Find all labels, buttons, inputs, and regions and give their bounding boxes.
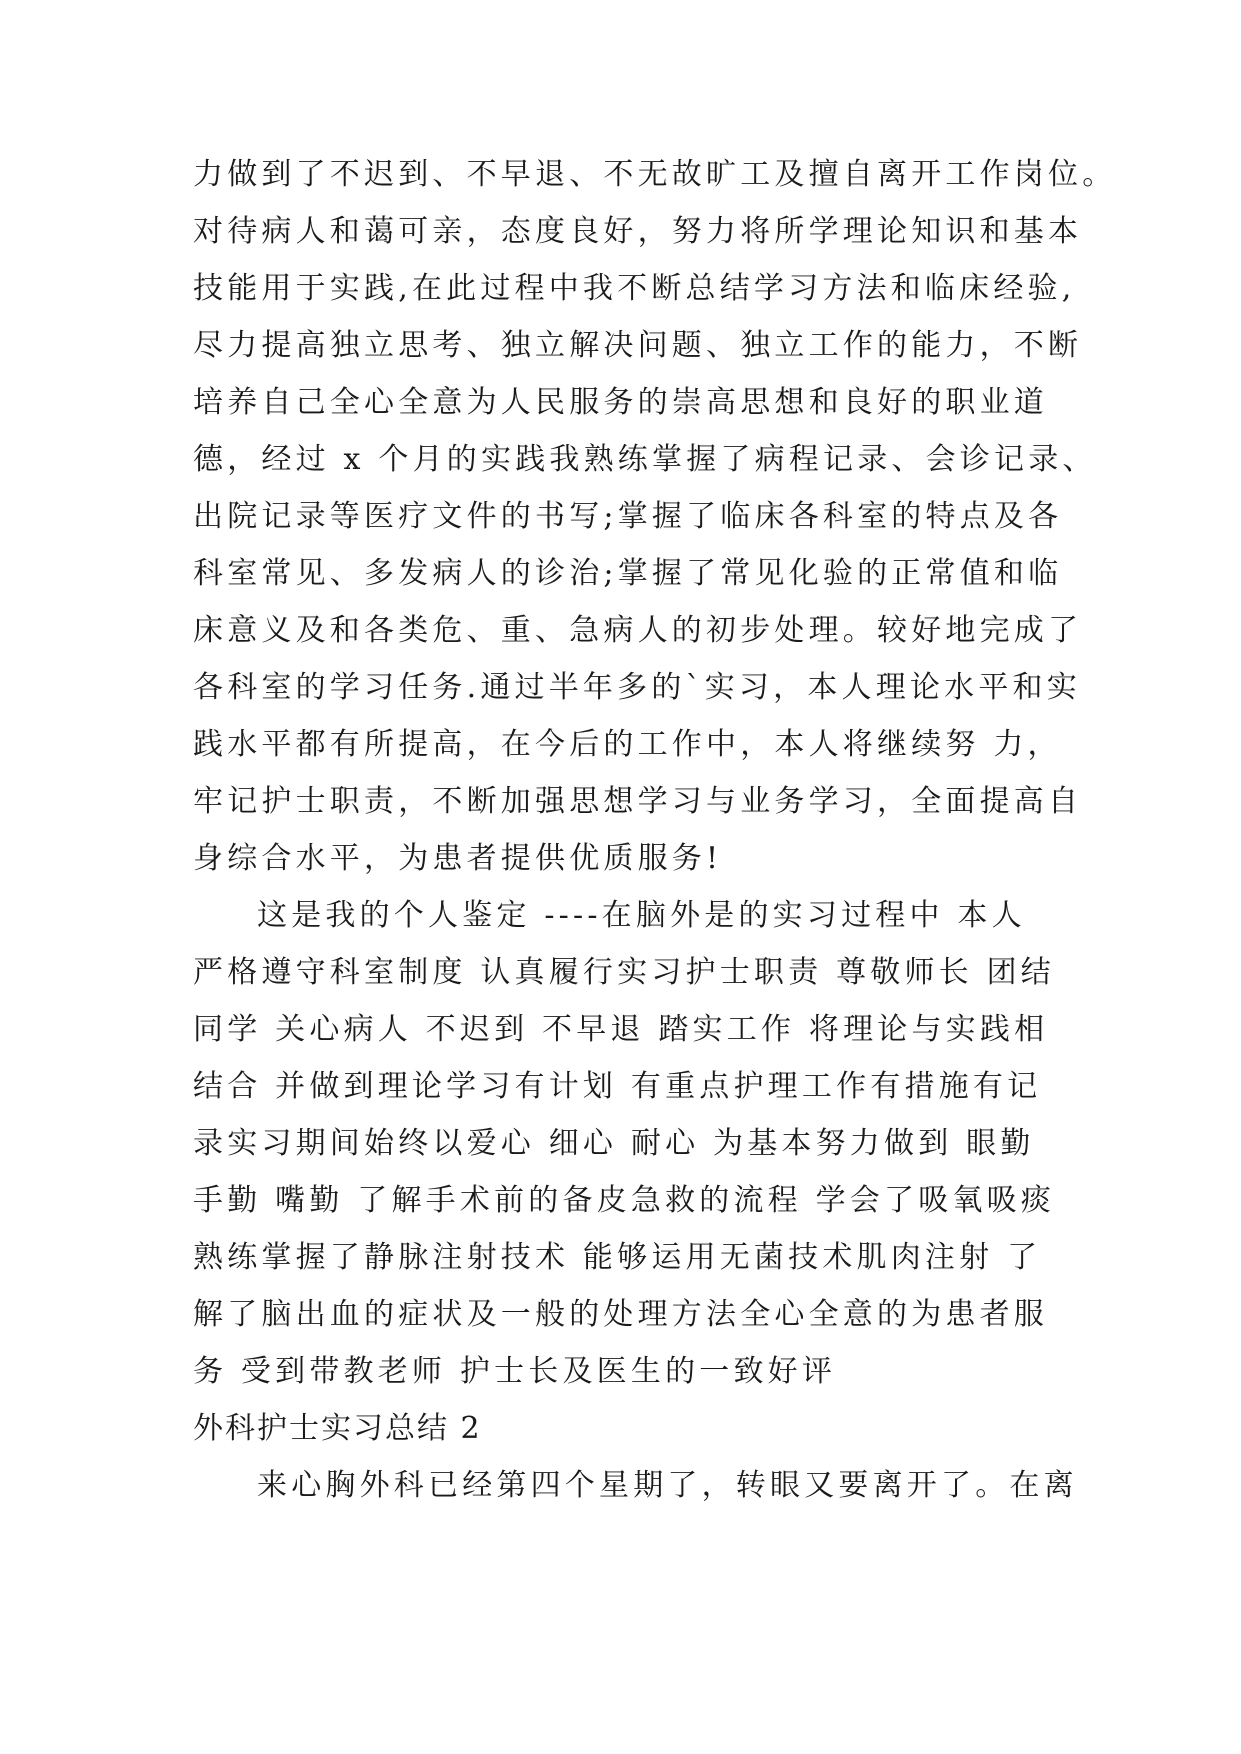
body-line-12: 牢记护士职责，不断加强思想学习与业务学习，全面提高自: [193, 784, 1083, 819]
body-line-8: 科室常见、多发病人的诊治;掌握了常见化验的正常值和临: [193, 556, 1063, 591]
body-line-9: 床意义及和各类危、重、急病人的初步处理。较好地完成了: [193, 613, 1083, 648]
paragraph-start-line: 这是我的个人鉴定 ----在脑外是的实习过程中 本人: [257, 898, 1026, 933]
body-line-3: 技能用于实践,在此过程中我不断总结学习方法和临床经验,: [193, 271, 1076, 306]
paragraph-start-line: 来心胸外科已经第四个星期了，转眼又要离开了。在离: [257, 1468, 1078, 1503]
body-line-15: 严格遵守科室制度 认真履行实习护士职责 尊敬师长 团结: [193, 955, 1056, 990]
body-line-4: 尽力提高独立思考、独立解决问题、独立工作的能力，不断: [193, 328, 1083, 363]
body-line-13: 身综合水平，为患者提供优质服务!: [193, 841, 723, 876]
body-line-5: 培养自己全心全意为人民服务的崇高思想和良好的职业道: [193, 385, 1048, 420]
body-line-19: 手勤 嘴勤 了解手术前的备皮急救的流程 学会了吸氧吸痰: [193, 1183, 1056, 1218]
body-line-1: 力做到了不迟到、不早退、不无故旷工及擅自离开工作岗位。: [193, 157, 1117, 192]
body-line-7: 出院记录等医疗文件的书写;掌握了临床各科室的特点及各: [193, 499, 1063, 534]
body-line-20: 熟练掌握了静脉注射技术 能够运用无菌技术肌肉注射 了: [193, 1240, 1042, 1275]
body-line-6: 德，经过 x 个月的实践我熟练掌握了病程记录、会诊记录、: [193, 442, 1097, 477]
section-heading: 外科护士实习总结 2: [193, 1411, 482, 1446]
body-line-17: 结合 并做到理论学习有计划 有重点护理工作有措施有记: [193, 1069, 1042, 1104]
body-line-16: 同学 关心病人 不迟到 不早退 踏实工作 将理论与实践相: [193, 1012, 1049, 1047]
body-line-22: 务 受到带教老师 护士长及医生的一致好评: [193, 1354, 837, 1389]
body-line-21: 解了脑出血的症状及一般的处理方法全心全意的为患者服: [193, 1297, 1048, 1332]
body-line-2: 对待病人和蔼可亲，态度良好，努力将所学理论知识和基本: [193, 214, 1083, 249]
body-line-18: 录实习期间始终以爱心 细心 耐心 为基本努力做到 眼勤: [193, 1126, 1035, 1161]
body-line-11: 践水平都有所提高，在今后的工作中，本人将继续努 力，: [193, 727, 1062, 762]
body-line-10: 各科室的学习任务.通过半年多的`实习，本人理论水平和实: [193, 670, 1081, 705]
